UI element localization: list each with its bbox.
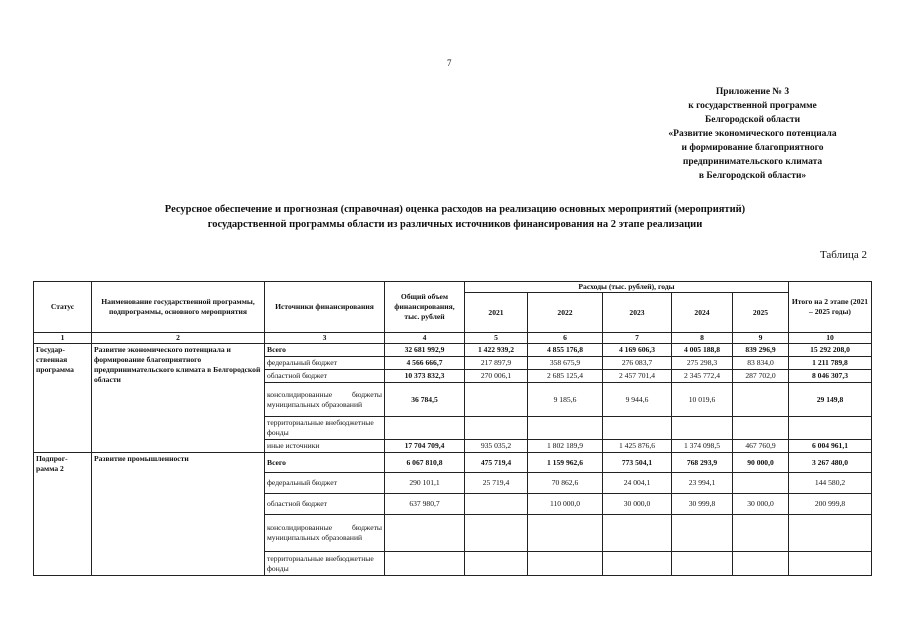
- header-name: Наименование государственной программы, подпрограммы, основного мероприятия: [92, 282, 265, 333]
- header-year: 2025: [733, 293, 789, 333]
- total-cell: 4 566 666,7: [385, 357, 465, 370]
- total-cell: 637 980,7: [385, 494, 465, 515]
- source-cell: федеральный бюджет: [265, 473, 385, 494]
- index-cell: 6: [528, 333, 603, 344]
- header-year: 2024: [672, 293, 733, 333]
- value-cell: [603, 417, 672, 440]
- source-cell: Всего: [265, 344, 385, 357]
- itogo-cell: 29 149,8: [789, 383, 872, 417]
- value-cell: [733, 552, 789, 576]
- source-cell: территориальные внебюджетные фонды: [265, 417, 385, 440]
- index-cell: 9: [733, 333, 789, 344]
- value-cell: [465, 383, 528, 417]
- itogo-cell: 1 211 789,8: [789, 357, 872, 370]
- value-cell: 1 802 189,9: [528, 440, 603, 453]
- source-cell: консолидированные бюджеты муниципальных образований: [265, 383, 385, 417]
- header-year: 2023: [603, 293, 672, 333]
- value-cell: [528, 417, 603, 440]
- source-cell: территориальные внебюджетные фонды: [265, 552, 385, 576]
- value-cell: 10 019,6: [672, 383, 733, 417]
- value-cell: [528, 552, 603, 576]
- source-cell: федеральный бюджет: [265, 357, 385, 370]
- itogo-cell: 3 267 480,0: [789, 453, 872, 473]
- value-cell: [733, 383, 789, 417]
- value-cell: [733, 417, 789, 440]
- source-cell: консолидированные бюджеты муниципальных образований: [265, 515, 385, 552]
- index-cell: 10: [789, 333, 872, 344]
- header-status: Статус: [34, 282, 92, 333]
- header-itogo: Итого на 2 этапе (2021 – 2025 годы): [789, 282, 872, 333]
- value-cell: [672, 552, 733, 576]
- header-row: [34, 282, 872, 293]
- itogo-cell: [789, 515, 872, 552]
- itogo-cell: 8 046 307,3: [789, 370, 872, 383]
- appendix-line: в Белгородской области»: [698, 171, 807, 181]
- total-cell: 6 067 810,8: [385, 453, 465, 473]
- index-cell: 7: [603, 333, 672, 344]
- total-cell: [385, 417, 465, 440]
- title-line: Ресурсное обеспечение и прогнозная (справочная) оценка расходов на реализацию основных мероприятий (мероприятий): [164, 204, 746, 215]
- total-cell: 17 704 709,4: [385, 440, 465, 453]
- appendix-line: и формирование благоприятного: [681, 143, 824, 153]
- total-cell: 10 373 832,3: [385, 370, 465, 383]
- name-cell: Развитие промышленности: [92, 453, 265, 576]
- index-cell: 8: [672, 333, 733, 344]
- appendix-line: Белгородской области: [704, 115, 801, 125]
- appendix-block: [630, 85, 875, 183]
- index-cell: 2: [92, 333, 265, 344]
- document-title: [60, 202, 850, 232]
- status-cell: Государ-ственная программа: [34, 344, 92, 453]
- header-year: 2022: [528, 293, 603, 333]
- value-cell: 4 169 606,3: [603, 344, 672, 357]
- source-cell: областной бюджет: [265, 494, 385, 515]
- value-cell: 1 159 962,6: [528, 453, 603, 473]
- value-cell: [603, 515, 672, 552]
- value-cell: [733, 473, 789, 494]
- itogo-cell: [789, 552, 872, 576]
- total-cell: [385, 552, 465, 576]
- index-cell: 4: [385, 333, 465, 344]
- appendix-line: предпринимательского климата: [682, 157, 823, 167]
- total-cell: 290 101,1: [385, 473, 465, 494]
- value-cell: [528, 515, 603, 552]
- value-cell: [733, 515, 789, 552]
- value-cell: 1 422 939,2: [465, 344, 528, 357]
- header-expenses: Расходы (тыс. рублей), годы: [465, 282, 789, 293]
- index-cell: 3: [265, 333, 385, 344]
- table-label: Таблица 2: [819, 249, 867, 261]
- value-cell: 217 897,9: [465, 357, 528, 370]
- total-cell: 36 784,5: [385, 383, 465, 417]
- itogo-cell: 15 292 208,0: [789, 344, 872, 357]
- value-cell: 110 000,0: [528, 494, 603, 515]
- source-cell: иные источники: [265, 440, 385, 453]
- value-cell: 475 719,4: [465, 453, 528, 473]
- value-cell: 24 004,1: [603, 473, 672, 494]
- value-cell: 23 994,1: [672, 473, 733, 494]
- source-cell: областной бюджет: [265, 370, 385, 383]
- itogo-cell: [789, 417, 872, 440]
- header-sources: Источники финансирования: [265, 282, 385, 333]
- value-cell: 4 005 188,8: [672, 344, 733, 357]
- value-cell: 467 760,9: [733, 440, 789, 453]
- value-cell: 276 083,7: [603, 357, 672, 370]
- value-cell: 25 719,4: [465, 473, 528, 494]
- index-cell: 1: [34, 333, 92, 344]
- value-cell: 1 425 876,6: [603, 440, 672, 453]
- value-cell: 935 035,2: [465, 440, 528, 453]
- value-cell: 275 298,3: [672, 357, 733, 370]
- value-cell: [465, 417, 528, 440]
- value-cell: 90 000,0: [733, 453, 789, 473]
- value-cell: 839 296,9: [733, 344, 789, 357]
- header-year: 2021: [465, 293, 528, 333]
- total-cell: [385, 515, 465, 552]
- value-cell: 1 374 098,5: [672, 440, 733, 453]
- appendix-line: к государственной программе: [688, 101, 817, 111]
- value-cell: 70 862,6: [528, 473, 603, 494]
- value-cell: [603, 552, 672, 576]
- header-total: Общий объем финансирования, тыс. рублей: [385, 282, 465, 333]
- itogo-cell: 200 999,8: [789, 494, 872, 515]
- value-cell: [465, 552, 528, 576]
- value-cell: 2 457 701,4: [603, 370, 672, 383]
- value-cell: 773 504,1: [603, 453, 672, 473]
- page-number: 7: [447, 58, 452, 68]
- value-cell: 2 345 772,4: [672, 370, 733, 383]
- value-cell: [672, 417, 733, 440]
- value-cell: 9 185,6: [528, 383, 603, 417]
- value-cell: 4 855 176,8: [528, 344, 603, 357]
- index-cell: 5: [465, 333, 528, 344]
- table-row: [34, 344, 872, 357]
- value-cell: 358 675,9: [528, 357, 603, 370]
- appendix-line: Приложение № 3: [715, 87, 790, 97]
- appendix-line: «Развитие экономического потенциала: [668, 129, 837, 139]
- itogo-cell: 6 004 961,1: [789, 440, 872, 453]
- total-cell: 32 681 992,9: [385, 344, 465, 357]
- value-cell: 30 000,0: [733, 494, 789, 515]
- value-cell: 83 834,0: [733, 357, 789, 370]
- title-line: государственной программы области из различных источников финансирования на 2 этапе реализации: [207, 219, 703, 230]
- status-cell: Подпрог-рамма 2: [34, 453, 92, 576]
- index-row: [34, 333, 872, 344]
- itogo-cell: 144 580,2: [789, 473, 872, 494]
- value-cell: [672, 515, 733, 552]
- financing-table: [33, 281, 872, 576]
- value-cell: 270 006,1: [465, 370, 528, 383]
- value-cell: [465, 494, 528, 515]
- value-cell: 30 999,8: [672, 494, 733, 515]
- name-cell: Развитие экономического потенциала и формирование благоприятного предпринимательского климата в Белгородской области: [92, 344, 265, 453]
- source-cell: Всего: [265, 453, 385, 473]
- value-cell: 768 293,9: [672, 453, 733, 473]
- value-cell: 287 702,0: [733, 370, 789, 383]
- table-row: [34, 453, 872, 473]
- value-cell: 9 944,6: [603, 383, 672, 417]
- value-cell: [465, 515, 528, 552]
- value-cell: 2 685 125,4: [528, 370, 603, 383]
- value-cell: 30 000,0: [603, 494, 672, 515]
